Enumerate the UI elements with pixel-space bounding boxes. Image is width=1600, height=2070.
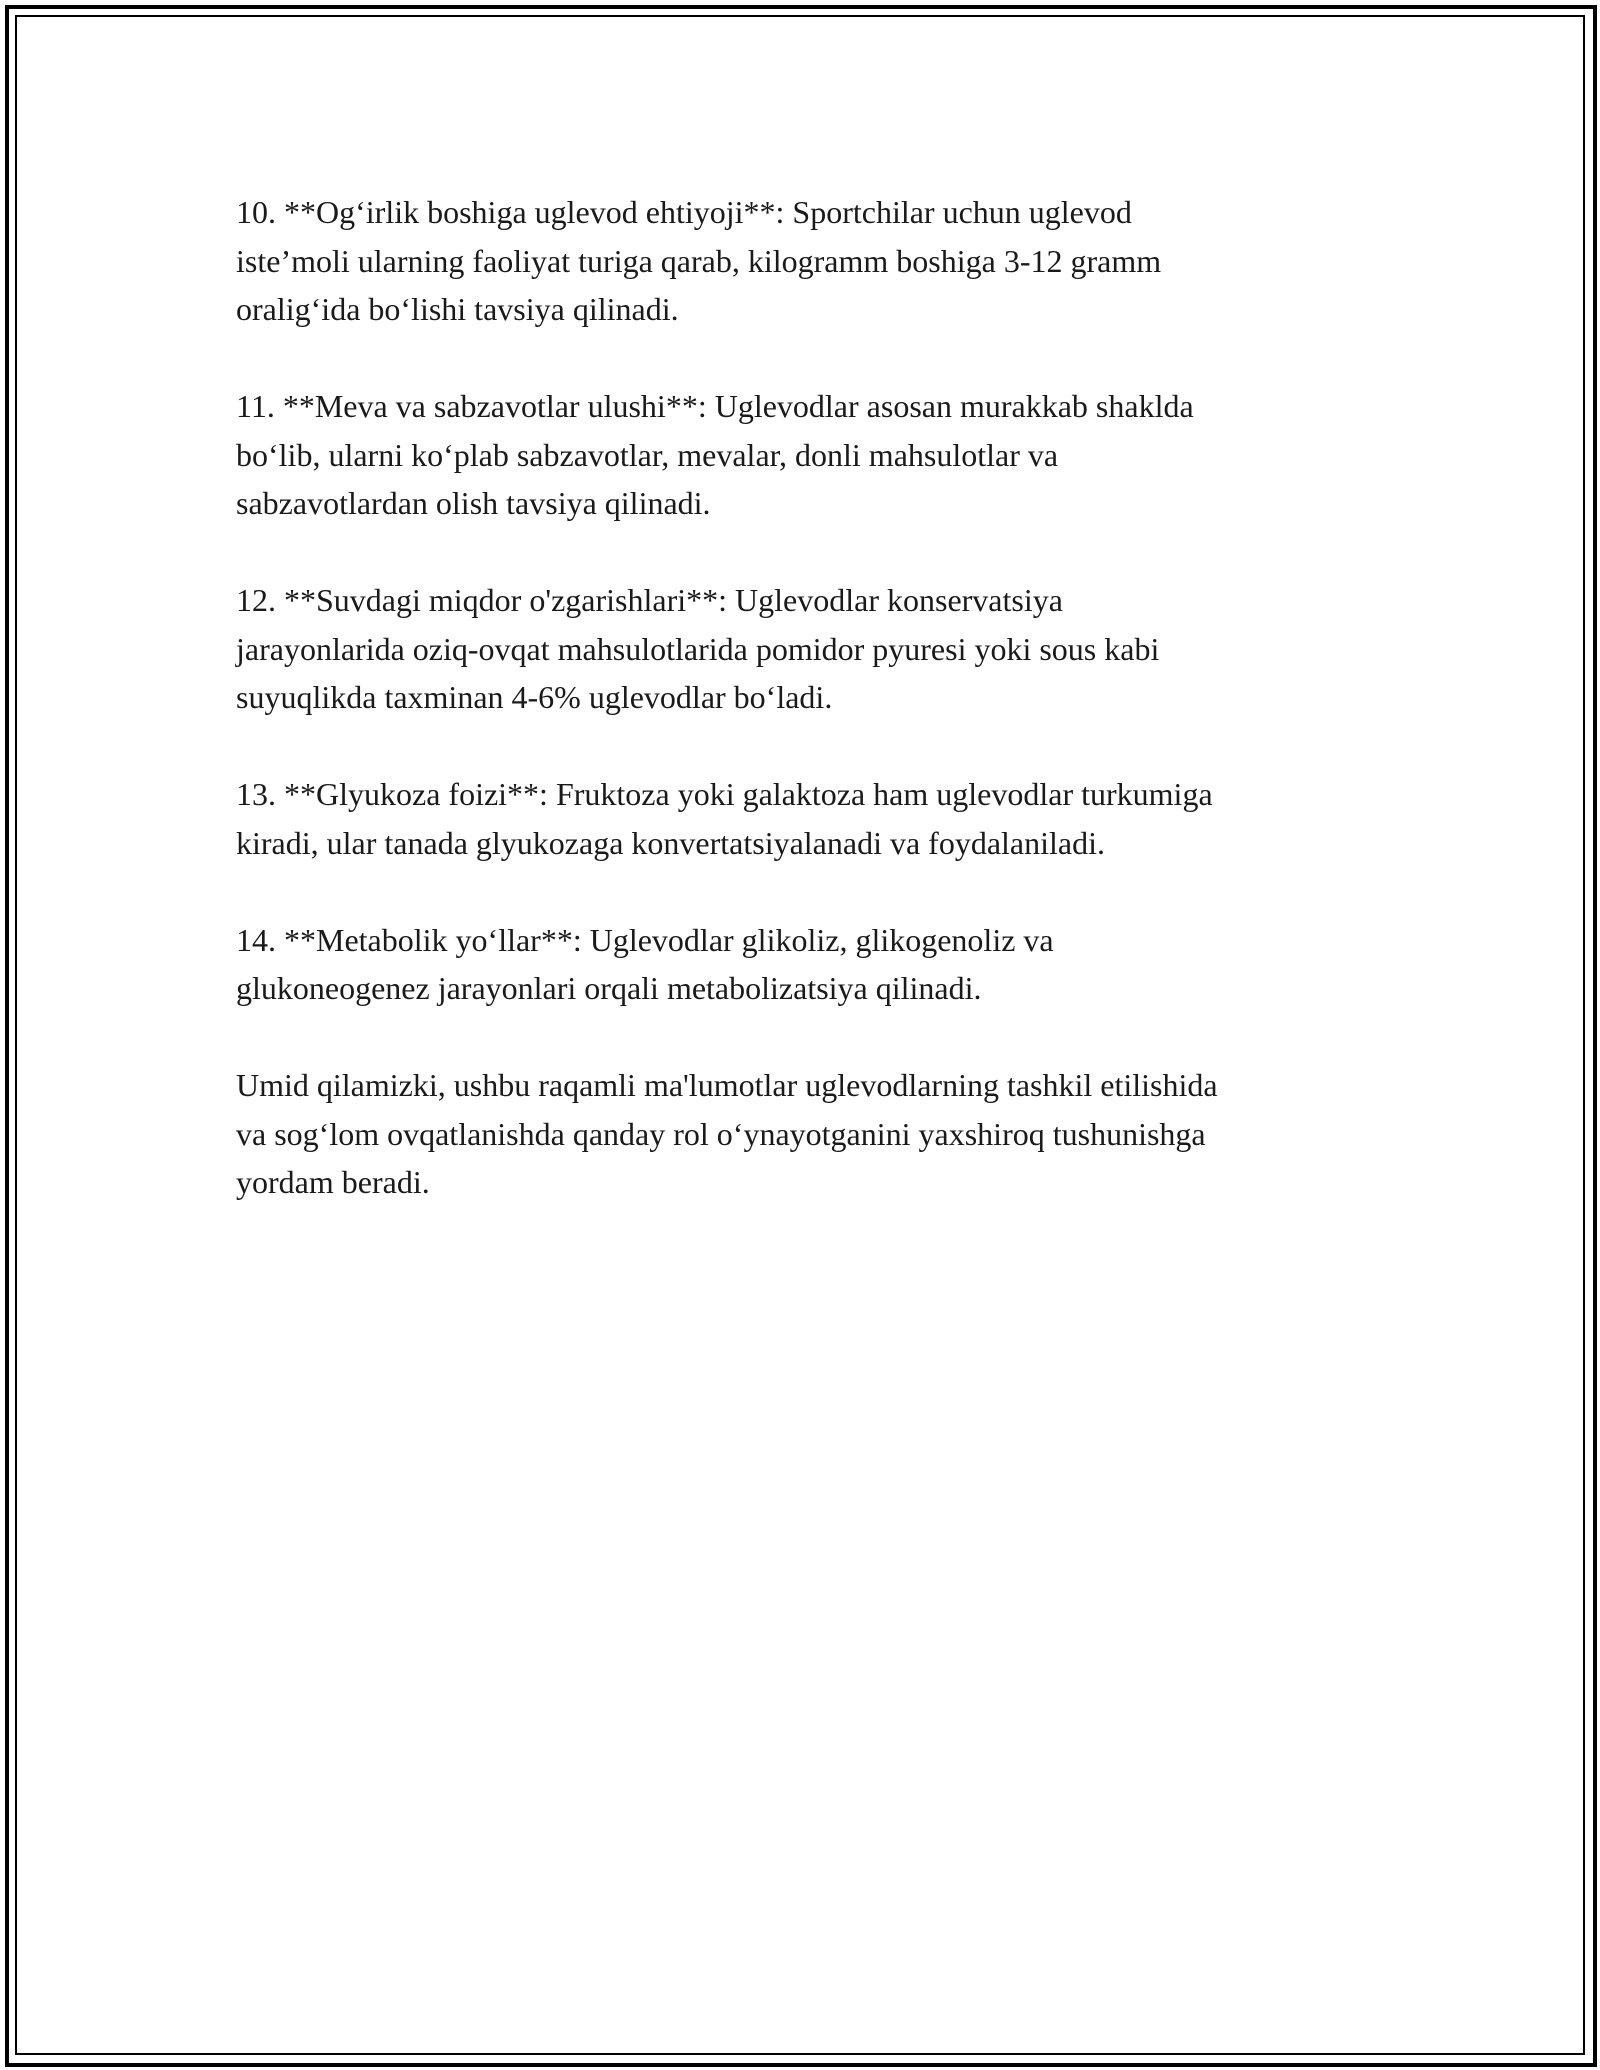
- paragraph-item-13: [236, 770, 1386, 867]
- text-line: 10. **Og‘irlik boshiga uglevod ehtiyoji**: Sportchilar uchun uglevod: [236, 194, 1132, 230]
- paragraph-conclusion: [236, 1061, 1386, 1207]
- text-line: sabzavotlardan olish tavsiya qilinadi.: [236, 485, 711, 521]
- text-line: yordam beradi.: [236, 1164, 430, 1200]
- text-line: jarayonlarida oziq-ovqat mahsulotlarida pomidor pyuresi yoki sous kabi: [236, 630, 1160, 667]
- paragraph-item-12: [236, 576, 1386, 722]
- text-line: suyuqlikda taxminan 4-6% uglevodlar bo‘ladi.: [236, 679, 833, 715]
- text-line: kiradi, ular tanada glyukozaga konvertatsiyalanadi va foydalaniladi.: [236, 824, 1105, 861]
- paragraph-item-14: [236, 916, 1386, 1013]
- text-line: 13. **Glyukoza foizi**: Fruktoza yoki galaktoza ham uglevodlar turkumiga: [236, 776, 1213, 812]
- paragraph-item-11: [236, 382, 1386, 528]
- text-line: iste’moli ularning faoliyat turiga qarab, kilogramm boshiga 3-12 gramm: [236, 242, 1162, 279]
- text-line: oralig‘ida bo‘lishi tavsiya qilinadi.: [236, 291, 679, 327]
- text-line: 11. **Meva va sabzavotlar ulushi**: Uglevodlar asosan murakkab shaklda: [236, 388, 1194, 424]
- text-line: 14. **Metabolik yo‘llar**: Uglevodlar glikoliz, glikogenoliz va: [236, 921, 1054, 958]
- text-line: 12. **Suvdagi miqdor o'zgarishlari**: Uglevodlar konservatsiya: [236, 582, 1063, 618]
- text-line: glukoneogenez jarayonlari orqali metabolizatsiya qilinadi.: [236, 970, 982, 1006]
- text-line: bo‘lib, ularni ko‘plab sabzavotlar, mevalar, donli mahsulotlar va: [236, 436, 1059, 473]
- text-line: va sog‘lom ovqatlanishda qanday rol o‘ynayotganini yaxshiroq tushunishga: [236, 1115, 1206, 1152]
- text-line: Umid qilamizki, ushbu raqamli ma'lumotlar uglevodlarning tashkil etilishida: [236, 1067, 1218, 1103]
- paragraph-item-10: [236, 188, 1386, 334]
- document-body: [236, 188, 1386, 1255]
